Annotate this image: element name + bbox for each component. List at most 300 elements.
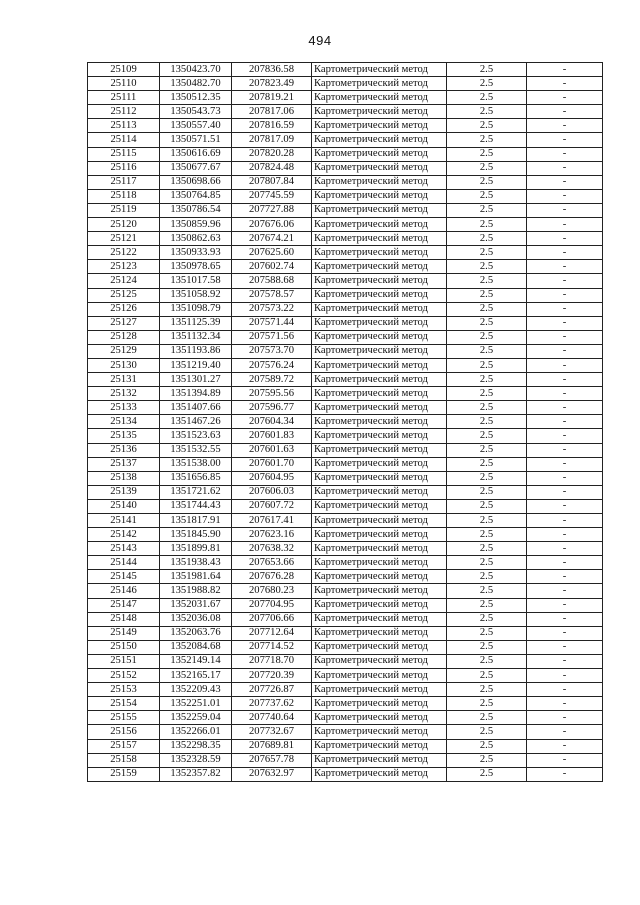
y-coordinate-cell: 207817.09 <box>232 133 312 147</box>
method-cell: Картометрический метод <box>312 274 447 288</box>
method-cell: Картометрический метод <box>312 711 447 725</box>
method-cell: Картометрический метод <box>312 725 447 739</box>
precision-cell: 2.5 <box>447 528 527 542</box>
precision-cell: 2.5 <box>447 203 527 217</box>
point-number-cell: 25133 <box>88 401 160 415</box>
precision-cell: 2.5 <box>447 373 527 387</box>
precision-cell: 2.5 <box>447 133 527 147</box>
y-coordinate-cell: 207737.62 <box>232 697 312 711</box>
x-coordinate-cell: 1352298.35 <box>160 739 232 753</box>
table-row <box>88 767 603 781</box>
point-number-cell: 25124 <box>88 274 160 288</box>
point-number-cell: 25145 <box>88 570 160 584</box>
table-row <box>88 683 603 697</box>
x-coordinate-cell: 1350543.73 <box>160 105 232 119</box>
x-coordinate-cell: 1352251.01 <box>160 697 232 711</box>
x-coordinate-cell: 1350423.70 <box>160 63 232 77</box>
note-cell: - <box>527 105 603 119</box>
note-cell: - <box>527 260 603 274</box>
method-cell: Картометрический метод <box>312 302 447 316</box>
y-coordinate-cell: 207718.70 <box>232 654 312 668</box>
precision-cell: 2.5 <box>447 669 527 683</box>
x-coordinate-cell: 1350933.93 <box>160 246 232 260</box>
table-row <box>88 415 603 429</box>
y-coordinate-cell: 207726.87 <box>232 683 312 697</box>
precision-cell: 2.5 <box>447 556 527 570</box>
method-cell: Картометрический метод <box>312 401 447 415</box>
table-row <box>88 598 603 612</box>
point-number-cell: 25139 <box>88 485 160 499</box>
method-cell: Картометрический метод <box>312 260 447 274</box>
note-cell: - <box>527 725 603 739</box>
precision-cell: 2.5 <box>447 626 527 640</box>
note-cell: - <box>527 401 603 415</box>
method-cell: Картометрический метод <box>312 669 447 683</box>
point-number-cell: 25147 <box>88 598 160 612</box>
precision-cell: 2.5 <box>447 485 527 499</box>
y-coordinate-cell: 207676.06 <box>232 218 312 232</box>
x-coordinate-cell: 1352259.04 <box>160 711 232 725</box>
method-cell: Картометрический метод <box>312 640 447 654</box>
x-coordinate-cell: 1351899.81 <box>160 542 232 556</box>
table-row <box>88 302 603 316</box>
point-number-cell: 25113 <box>88 119 160 133</box>
point-number-cell: 25158 <box>88 753 160 767</box>
note-cell: - <box>527 316 603 330</box>
precision-cell: 2.5 <box>447 387 527 401</box>
x-coordinate-cell: 1351132.34 <box>160 330 232 344</box>
table-row <box>88 570 603 584</box>
table-row <box>88 626 603 640</box>
y-coordinate-cell: 207625.60 <box>232 246 312 260</box>
point-number-cell: 25114 <box>88 133 160 147</box>
method-cell: Картометрический метод <box>312 373 447 387</box>
note-cell: - <box>527 161 603 175</box>
table-row <box>88 119 603 133</box>
y-coordinate-cell: 207836.58 <box>232 63 312 77</box>
note-cell: - <box>527 189 603 203</box>
x-coordinate-cell: 1351098.79 <box>160 302 232 316</box>
table-row <box>88 274 603 288</box>
x-coordinate-cell: 1352036.08 <box>160 612 232 626</box>
precision-cell: 2.5 <box>447 218 527 232</box>
note-cell: - <box>527 302 603 316</box>
x-coordinate-cell: 1350862.63 <box>160 232 232 246</box>
precision-cell: 2.5 <box>447 288 527 302</box>
method-cell: Картометрический метод <box>312 63 447 77</box>
point-number-cell: 25136 <box>88 443 160 457</box>
note-cell: - <box>527 344 603 358</box>
note-cell: - <box>527 274 603 288</box>
x-coordinate-cell: 1351394.89 <box>160 387 232 401</box>
point-number-cell: 25121 <box>88 232 160 246</box>
note-cell: - <box>527 203 603 217</box>
point-number-cell: 25152 <box>88 669 160 683</box>
note-cell: - <box>527 415 603 429</box>
method-cell: Картометрический метод <box>312 443 447 457</box>
note-cell: - <box>527 499 603 513</box>
y-coordinate-cell: 207807.84 <box>232 175 312 189</box>
method-cell: Картометрический метод <box>312 542 447 556</box>
precision-cell: 2.5 <box>447 570 527 584</box>
method-cell: Картометрический метод <box>312 598 447 612</box>
table-row <box>88 175 603 189</box>
table-row <box>88 429 603 443</box>
x-coordinate-cell: 1351301.27 <box>160 373 232 387</box>
precision-cell: 2.5 <box>447 457 527 471</box>
y-coordinate-cell: 207740.64 <box>232 711 312 725</box>
point-number-cell: 25120 <box>88 218 160 232</box>
y-coordinate-cell: 207573.70 <box>232 344 312 358</box>
note-cell: - <box>527 63 603 77</box>
point-number-cell: 25150 <box>88 640 160 654</box>
precision-cell: 2.5 <box>447 753 527 767</box>
y-coordinate-cell: 207601.70 <box>232 457 312 471</box>
note-cell: - <box>527 584 603 598</box>
note-cell: - <box>527 612 603 626</box>
table-row <box>88 358 603 372</box>
point-number-cell: 25131 <box>88 373 160 387</box>
point-number-cell: 25128 <box>88 330 160 344</box>
precision-cell: 2.5 <box>447 274 527 288</box>
y-coordinate-cell: 207823.49 <box>232 77 312 91</box>
y-coordinate-cell: 207607.72 <box>232 499 312 513</box>
table-row <box>88 161 603 175</box>
precision-cell: 2.5 <box>447 344 527 358</box>
x-coordinate-cell: 1351467.26 <box>160 415 232 429</box>
precision-cell: 2.5 <box>447 330 527 344</box>
x-coordinate-cell: 1351219.40 <box>160 358 232 372</box>
table-row <box>88 288 603 302</box>
y-coordinate-cell: 207653.66 <box>232 556 312 570</box>
y-coordinate-cell: 207602.74 <box>232 260 312 274</box>
precision-cell: 2.5 <box>447 147 527 161</box>
table-row <box>88 147 603 161</box>
y-coordinate-cell: 207720.39 <box>232 669 312 683</box>
y-coordinate-cell: 207704.95 <box>232 598 312 612</box>
method-cell: Картометрический метод <box>312 77 447 91</box>
x-coordinate-cell: 1352084.68 <box>160 640 232 654</box>
point-number-cell: 25109 <box>88 63 160 77</box>
point-number-cell: 25122 <box>88 246 160 260</box>
method-cell: Картометрический метод <box>312 203 447 217</box>
precision-cell: 2.5 <box>447 302 527 316</box>
precision-cell: 2.5 <box>447 358 527 372</box>
precision-cell: 2.5 <box>447 542 527 556</box>
note-cell: - <box>527 626 603 640</box>
precision-cell: 2.5 <box>447 598 527 612</box>
precision-cell: 2.5 <box>447 725 527 739</box>
precision-cell: 2.5 <box>447 429 527 443</box>
y-coordinate-cell: 207727.88 <box>232 203 312 217</box>
precision-cell: 2.5 <box>447 316 527 330</box>
table-row <box>88 654 603 668</box>
point-number-cell: 25140 <box>88 499 160 513</box>
note-cell: - <box>527 133 603 147</box>
y-coordinate-cell: 207824.48 <box>232 161 312 175</box>
x-coordinate-cell: 1350764.85 <box>160 189 232 203</box>
note-cell: - <box>527 598 603 612</box>
table-row <box>88 753 603 767</box>
point-number-cell: 25156 <box>88 725 160 739</box>
x-coordinate-cell: 1350698.66 <box>160 175 232 189</box>
precision-cell: 2.5 <box>447 654 527 668</box>
point-number-cell: 25115 <box>88 147 160 161</box>
x-coordinate-cell: 1350616.69 <box>160 147 232 161</box>
note-cell: - <box>527 556 603 570</box>
point-number-cell: 25125 <box>88 288 160 302</box>
method-cell: Картометрический метод <box>312 232 447 246</box>
x-coordinate-cell: 1351523.63 <box>160 429 232 443</box>
note-cell: - <box>527 697 603 711</box>
note-cell: - <box>527 640 603 654</box>
point-number-cell: 25129 <box>88 344 160 358</box>
precision-cell: 2.5 <box>447 189 527 203</box>
method-cell: Картометрический метод <box>312 485 447 499</box>
note-cell: - <box>527 288 603 302</box>
note-cell: - <box>527 753 603 767</box>
y-coordinate-cell: 207604.34 <box>232 415 312 429</box>
point-number-cell: 25146 <box>88 584 160 598</box>
note-cell: - <box>527 528 603 542</box>
point-number-cell: 25116 <box>88 161 160 175</box>
method-cell: Картометрический метод <box>312 91 447 105</box>
precision-cell: 2.5 <box>447 697 527 711</box>
precision-cell: 2.5 <box>447 63 527 77</box>
table-row <box>88 387 603 401</box>
x-coordinate-cell: 1352031.67 <box>160 598 232 612</box>
x-coordinate-cell: 1351938.43 <box>160 556 232 570</box>
x-coordinate-cell: 1351193.86 <box>160 344 232 358</box>
x-coordinate-cell: 1350482.70 <box>160 77 232 91</box>
table-row <box>88 485 603 499</box>
precision-cell: 2.5 <box>447 175 527 189</box>
point-number-cell: 25153 <box>88 683 160 697</box>
note-cell: - <box>527 570 603 584</box>
x-coordinate-cell: 1351817.91 <box>160 514 232 528</box>
y-coordinate-cell: 207714.52 <box>232 640 312 654</box>
point-number-cell: 25132 <box>88 387 160 401</box>
x-coordinate-cell: 1351125.39 <box>160 316 232 330</box>
table-row <box>88 471 603 485</box>
note-cell: - <box>527 358 603 372</box>
table-row <box>88 63 603 77</box>
precision-cell: 2.5 <box>447 443 527 457</box>
method-cell: Картометрический метод <box>312 147 447 161</box>
method-cell: Картометрический метод <box>312 218 447 232</box>
precision-cell: 2.5 <box>447 683 527 697</box>
y-coordinate-cell: 207623.16 <box>232 528 312 542</box>
y-coordinate-cell: 207689.81 <box>232 739 312 753</box>
x-coordinate-cell: 1350859.96 <box>160 218 232 232</box>
method-cell: Картометрический метод <box>312 105 447 119</box>
precision-cell: 2.5 <box>447 415 527 429</box>
y-coordinate-cell: 207595.56 <box>232 387 312 401</box>
precision-cell: 2.5 <box>447 499 527 513</box>
y-coordinate-cell: 207680.23 <box>232 584 312 598</box>
method-cell: Картометрический метод <box>312 753 447 767</box>
point-number-cell: 25155 <box>88 711 160 725</box>
x-coordinate-cell: 1351017.58 <box>160 274 232 288</box>
note-cell: - <box>527 739 603 753</box>
y-coordinate-cell: 207576.24 <box>232 358 312 372</box>
point-number-cell: 25110 <box>88 77 160 91</box>
method-cell: Картометрический метод <box>312 654 447 668</box>
y-coordinate-cell: 207732.67 <box>232 725 312 739</box>
method-cell: Картометрический метод <box>312 626 447 640</box>
table-row <box>88 91 603 105</box>
note-cell: - <box>527 711 603 725</box>
point-number-cell: 25135 <box>88 429 160 443</box>
table-row <box>88 640 603 654</box>
method-cell: Картометрический метод <box>312 175 447 189</box>
table-row <box>88 133 603 147</box>
table-row <box>88 218 603 232</box>
point-number-cell: 25111 <box>88 91 160 105</box>
precision-cell: 2.5 <box>447 612 527 626</box>
note-cell: - <box>527 514 603 528</box>
point-number-cell: 25148 <box>88 612 160 626</box>
precision-cell: 2.5 <box>447 584 527 598</box>
point-number-cell: 25154 <box>88 697 160 711</box>
y-coordinate-cell: 207601.63 <box>232 443 312 457</box>
method-cell: Картометрический метод <box>312 288 447 302</box>
coordinates-table <box>87 62 603 782</box>
x-coordinate-cell: 1351656.85 <box>160 471 232 485</box>
y-coordinate-cell: 207601.83 <box>232 429 312 443</box>
point-number-cell: 25151 <box>88 654 160 668</box>
method-cell: Картометрический метод <box>312 697 447 711</box>
point-number-cell: 25142 <box>88 528 160 542</box>
table-row <box>88 725 603 739</box>
x-coordinate-cell: 1350978.65 <box>160 260 232 274</box>
method-cell: Картометрический метод <box>312 767 447 781</box>
table-row <box>88 344 603 358</box>
method-cell: Картометрический метод <box>312 528 447 542</box>
y-coordinate-cell: 207573.22 <box>232 302 312 316</box>
precision-cell: 2.5 <box>447 711 527 725</box>
y-coordinate-cell: 207712.64 <box>232 626 312 640</box>
note-cell: - <box>527 77 603 91</box>
page-number: 494 <box>308 33 332 48</box>
method-cell: Картометрический метод <box>312 387 447 401</box>
y-coordinate-cell: 207596.77 <box>232 401 312 415</box>
x-coordinate-cell: 1351988.82 <box>160 584 232 598</box>
point-number-cell: 25138 <box>88 471 160 485</box>
precision-cell: 2.5 <box>447 739 527 753</box>
method-cell: Картометрический метод <box>312 584 447 598</box>
method-cell: Картометрический метод <box>312 189 447 203</box>
method-cell: Картометрический метод <box>312 612 447 626</box>
note-cell: - <box>527 91 603 105</box>
point-number-cell: 25137 <box>88 457 160 471</box>
method-cell: Картометрический метод <box>312 330 447 344</box>
precision-cell: 2.5 <box>447 119 527 133</box>
note-cell: - <box>527 218 603 232</box>
note-cell: - <box>527 232 603 246</box>
coordinates-table-body <box>88 63 603 782</box>
precision-cell: 2.5 <box>447 161 527 175</box>
note-cell: - <box>527 457 603 471</box>
x-coordinate-cell: 1351845.90 <box>160 528 232 542</box>
table-row <box>88 528 603 542</box>
y-coordinate-cell: 207638.32 <box>232 542 312 556</box>
note-cell: - <box>527 767 603 781</box>
table-row <box>88 739 603 753</box>
note-cell: - <box>527 542 603 556</box>
x-coordinate-cell: 1350677.67 <box>160 161 232 175</box>
method-cell: Картометрический метод <box>312 133 447 147</box>
table-row <box>88 457 603 471</box>
y-coordinate-cell: 207578.57 <box>232 288 312 302</box>
x-coordinate-cell: 1351744.43 <box>160 499 232 513</box>
point-number-cell: 25134 <box>88 415 160 429</box>
point-number-cell: 25127 <box>88 316 160 330</box>
note-cell: - <box>527 669 603 683</box>
y-coordinate-cell: 207617.41 <box>232 514 312 528</box>
x-coordinate-cell: 1350786.54 <box>160 203 232 217</box>
method-cell: Картометрический метод <box>312 457 447 471</box>
y-coordinate-cell: 207817.06 <box>232 105 312 119</box>
x-coordinate-cell: 1352357.82 <box>160 767 232 781</box>
x-coordinate-cell: 1352328.59 <box>160 753 232 767</box>
table-row <box>88 260 603 274</box>
precision-cell: 2.5 <box>447 514 527 528</box>
note-cell: - <box>527 387 603 401</box>
x-coordinate-cell: 1350557.40 <box>160 119 232 133</box>
table-row <box>88 669 603 683</box>
note-cell: - <box>527 147 603 161</box>
x-coordinate-cell: 1352063.76 <box>160 626 232 640</box>
x-coordinate-cell: 1351721.62 <box>160 485 232 499</box>
precision-cell: 2.5 <box>447 401 527 415</box>
method-cell: Картометрический метод <box>312 471 447 485</box>
point-number-cell: 25159 <box>88 767 160 781</box>
precision-cell: 2.5 <box>447 91 527 105</box>
precision-cell: 2.5 <box>447 640 527 654</box>
x-coordinate-cell: 1352149.14 <box>160 654 232 668</box>
method-cell: Картометрический метод <box>312 429 447 443</box>
note-cell: - <box>527 683 603 697</box>
y-coordinate-cell: 207604.95 <box>232 471 312 485</box>
method-cell: Картометрический метод <box>312 415 447 429</box>
y-coordinate-cell: 207606.03 <box>232 485 312 499</box>
precision-cell: 2.5 <box>447 260 527 274</box>
point-number-cell: 25157 <box>88 739 160 753</box>
method-cell: Картометрический метод <box>312 246 447 260</box>
y-coordinate-cell: 207819.21 <box>232 91 312 105</box>
point-number-cell: 25123 <box>88 260 160 274</box>
table-row <box>88 189 603 203</box>
method-cell: Картометрический метод <box>312 316 447 330</box>
table-row <box>88 105 603 119</box>
y-coordinate-cell: 207589.72 <box>232 373 312 387</box>
note-cell: - <box>527 429 603 443</box>
note-cell: - <box>527 330 603 344</box>
table-row <box>88 584 603 598</box>
y-coordinate-cell: 207632.97 <box>232 767 312 781</box>
precision-cell: 2.5 <box>447 767 527 781</box>
table-row <box>88 556 603 570</box>
table-row <box>88 697 603 711</box>
precision-cell: 2.5 <box>447 77 527 91</box>
x-coordinate-cell: 1352266.01 <box>160 725 232 739</box>
y-coordinate-cell: 207820.28 <box>232 147 312 161</box>
method-cell: Картометрический метод <box>312 514 447 528</box>
y-coordinate-cell: 207674.21 <box>232 232 312 246</box>
point-number-cell: 25117 <box>88 175 160 189</box>
x-coordinate-cell: 1351058.92 <box>160 288 232 302</box>
